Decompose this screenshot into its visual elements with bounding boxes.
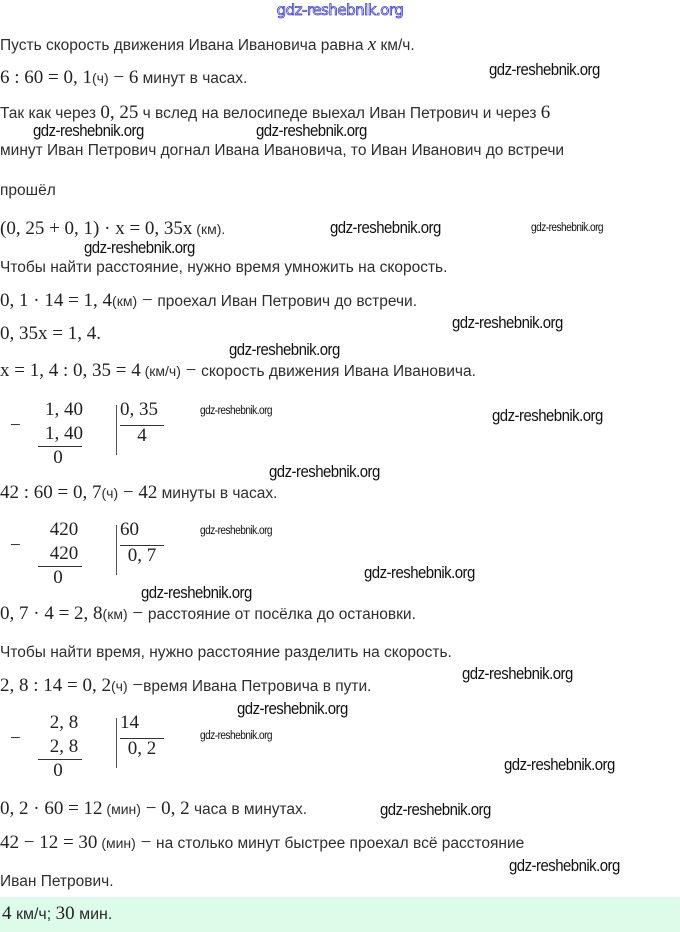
unit: (км) (112, 293, 138, 309)
math-line (0, 675, 371, 698)
math: − (137, 290, 158, 311)
long-division (8, 712, 188, 784)
text: часа в минутах. (189, 801, 308, 818)
text: км/ч; (11, 906, 56, 923)
divisor: 0, 35 (120, 399, 158, 420)
minus-sign: − (10, 728, 21, 749)
unit: (км). (192, 221, 226, 237)
unit: (ч) (101, 485, 119, 501)
text-line (0, 642, 452, 664)
text: прошёл (0, 182, 56, 199)
long-division (8, 519, 188, 591)
watermark: gdz-reshebnik.org (462, 664, 573, 683)
text-line (0, 180, 56, 202)
math: 0, 1 · 14 = 1, 4 (0, 290, 113, 311)
subtrahend: 1, 40 (45, 423, 83, 444)
division-bar (116, 718, 117, 768)
divisor: 60 (120, 519, 139, 540)
unit: (ч) (111, 678, 128, 694)
watermark: gdz-reshebnik.org (364, 563, 475, 582)
remainder: 0 (53, 447, 63, 468)
math-line (0, 603, 416, 626)
math: − (135, 832, 157, 853)
math: 2, 8 : 14 = 0, 2 (0, 675, 111, 696)
unit: (ч) (92, 70, 109, 86)
math: − 42 (118, 482, 158, 503)
unit: (км) (102, 606, 128, 622)
watermark: gdz-reshebnik.org (380, 800, 491, 819)
text: Иван Петрович. (0, 873, 114, 890)
watermark: gdz-reshebnik.org (84, 238, 195, 257)
text: расстояние от посёлка до остановки. (147, 606, 416, 623)
minus-sign: − (10, 415, 21, 436)
long-division (8, 399, 188, 471)
math: − 0, 2 (140, 798, 190, 819)
quotient: 0, 7 (127, 545, 157, 566)
math: 0, 7 · 4 = 2, 8 (0, 603, 103, 624)
math: 6 : 60 = 0, 1 (0, 67, 92, 88)
subtrahend: 2, 8 (49, 736, 79, 757)
watermark: gdz-reshebnik.org (504, 755, 615, 774)
variable: x (367, 34, 377, 55)
remainder: 0 (53, 567, 63, 588)
math: 0, 35x = 1, 4. (0, 323, 101, 344)
text: Чтобы найти время, нужно расстояние разделить на скорость. (0, 644, 452, 661)
minus-sign: − (10, 535, 21, 556)
dividend: 2, 8 (49, 712, 79, 733)
text: Чтобы найти расстояние, нужно время умножить на скорость. (0, 259, 448, 276)
text: время Ивана Петровича в пути. (143, 678, 372, 695)
math: x = 1, 4 : 0, 35 = 4 (0, 360, 141, 381)
watermark: gdz-reshebnik.org (452, 313, 563, 332)
text: скорость движения Ивана Ивановича. (201, 363, 476, 380)
text: ч вслед на велосипеде выехал Иван Петрович и через (138, 105, 541, 122)
math: − (180, 360, 202, 381)
text: минут Иван Петрович догнал Ивана Ивановича, то Иван Иванович до встречи (0, 142, 565, 159)
math: 6 (540, 102, 551, 123)
math: 30 (55, 903, 75, 924)
quotient: 4 (137, 425, 147, 446)
math-line (0, 67, 247, 90)
division-bar (116, 405, 117, 455)
site-header-logo: gdz-reshebnik.org (276, 1, 404, 19)
dividend: 1, 40 (45, 399, 83, 420)
remainder: 0 (53, 760, 63, 781)
text: мин. (74, 906, 113, 923)
math: 4 (2, 903, 12, 924)
watermark: gdz-reshebnik.org (492, 406, 603, 425)
text: минут в часах. (138, 70, 248, 87)
math-line (0, 323, 101, 346)
text: проехал Иван Петрович до встречи. (157, 293, 417, 310)
math-line (0, 482, 277, 505)
math: 0, 2 · 60 = 12 (0, 798, 103, 819)
division-bar (116, 525, 117, 575)
math: 0, 25 (100, 102, 139, 123)
math: 42 : 60 = 0, 7 (0, 482, 102, 503)
text-line (0, 140, 564, 162)
subtrahend: 420 (49, 543, 79, 564)
math-line (0, 360, 476, 383)
watermark: gdz-reshebnik.org (33, 121, 144, 140)
watermark: gdz-reshebnik.org (509, 856, 620, 875)
watermark: gdz-reshebnik.org (141, 583, 252, 602)
watermark: gdz-reshebnik.org (256, 121, 367, 140)
unit: км/ч. (376, 37, 415, 54)
watermark: gdz-reshebnik.org (531, 222, 604, 234)
quotient: 0, 2 (127, 738, 157, 759)
math-line (0, 290, 417, 313)
watermark: gdz-reshebnik.org (489, 60, 600, 79)
watermark: gdz-reshebnik.org (200, 405, 273, 417)
math-line (0, 798, 307, 821)
answer-text (2, 903, 112, 925)
unit: (мин) (97, 835, 136, 851)
dividend: 420 (49, 519, 79, 540)
math: − (127, 675, 144, 696)
divisor: 14 (120, 712, 139, 733)
unit: (мин) (102, 801, 141, 817)
text: Так как через (0, 105, 101, 122)
watermark: gdz-reshebnik.org (200, 525, 273, 537)
text-line (0, 871, 114, 893)
watermark: gdz-reshebnik.org (200, 730, 273, 742)
watermark: gdz-reshebnik.org (269, 462, 380, 481)
math: (0, 25 + 0, 1) · x = 0, 35x (0, 218, 193, 239)
watermark: gdz-reshebnik.org (237, 699, 348, 718)
text-line (0, 257, 447, 279)
watermark: gdz-reshebnik.org (229, 340, 340, 359)
answer-box (0, 897, 680, 932)
watermark: gdz-reshebnik.org (330, 218, 441, 237)
text: Пусть скорость движения Ивана Ивановича равна (0, 37, 368, 54)
math-line (0, 832, 524, 855)
text: на столько минут быстрее проехал всё расстояние (156, 835, 525, 852)
math: − (127, 603, 148, 624)
math: − 6 (108, 67, 139, 88)
text: минуты в часах. (157, 485, 278, 502)
unit: (км/ч) (140, 363, 181, 379)
text-line (0, 34, 415, 57)
math: 42 − 12 = 30 (0, 832, 98, 853)
